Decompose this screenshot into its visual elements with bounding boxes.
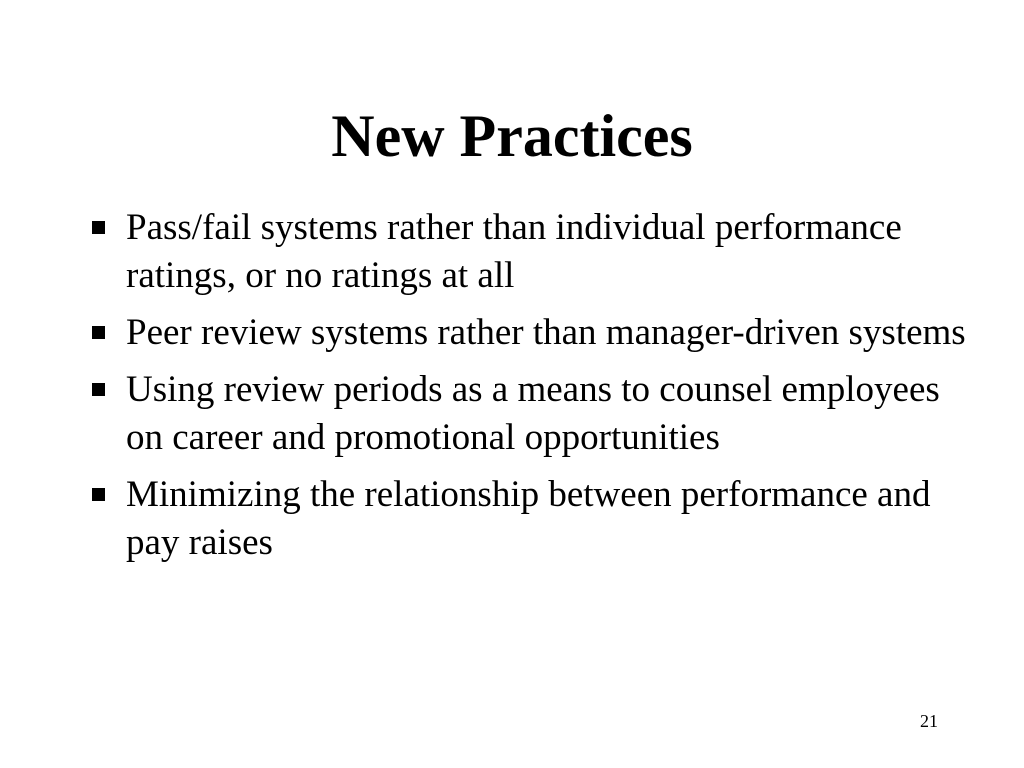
square-bullet-icon xyxy=(92,221,105,234)
bullet-item-1 xyxy=(92,204,972,300)
bullet-text: Pass/fail systems rather than individual performance ratings, or no ratings at all xyxy=(126,207,902,296)
square-bullet-icon xyxy=(92,488,105,501)
square-bullet-icon xyxy=(92,383,105,396)
page-number: 21 xyxy=(920,711,938,731)
bullet-item-4 xyxy=(92,471,972,567)
bullet-text: Minimizing the relationship between performance and pay raises xyxy=(126,474,931,563)
bullet-list xyxy=(92,204,972,576)
bullet-item-3 xyxy=(92,366,972,462)
square-bullet-icon xyxy=(92,326,105,339)
bullet-text: Using review periods as a means to counsel employees on career and promotional opportunities xyxy=(126,369,940,458)
bullet-text: Peer review systems rather than manager-driven systems xyxy=(126,312,966,353)
bullet-item-2 xyxy=(92,309,972,357)
slide-title: New Practices xyxy=(331,103,693,169)
